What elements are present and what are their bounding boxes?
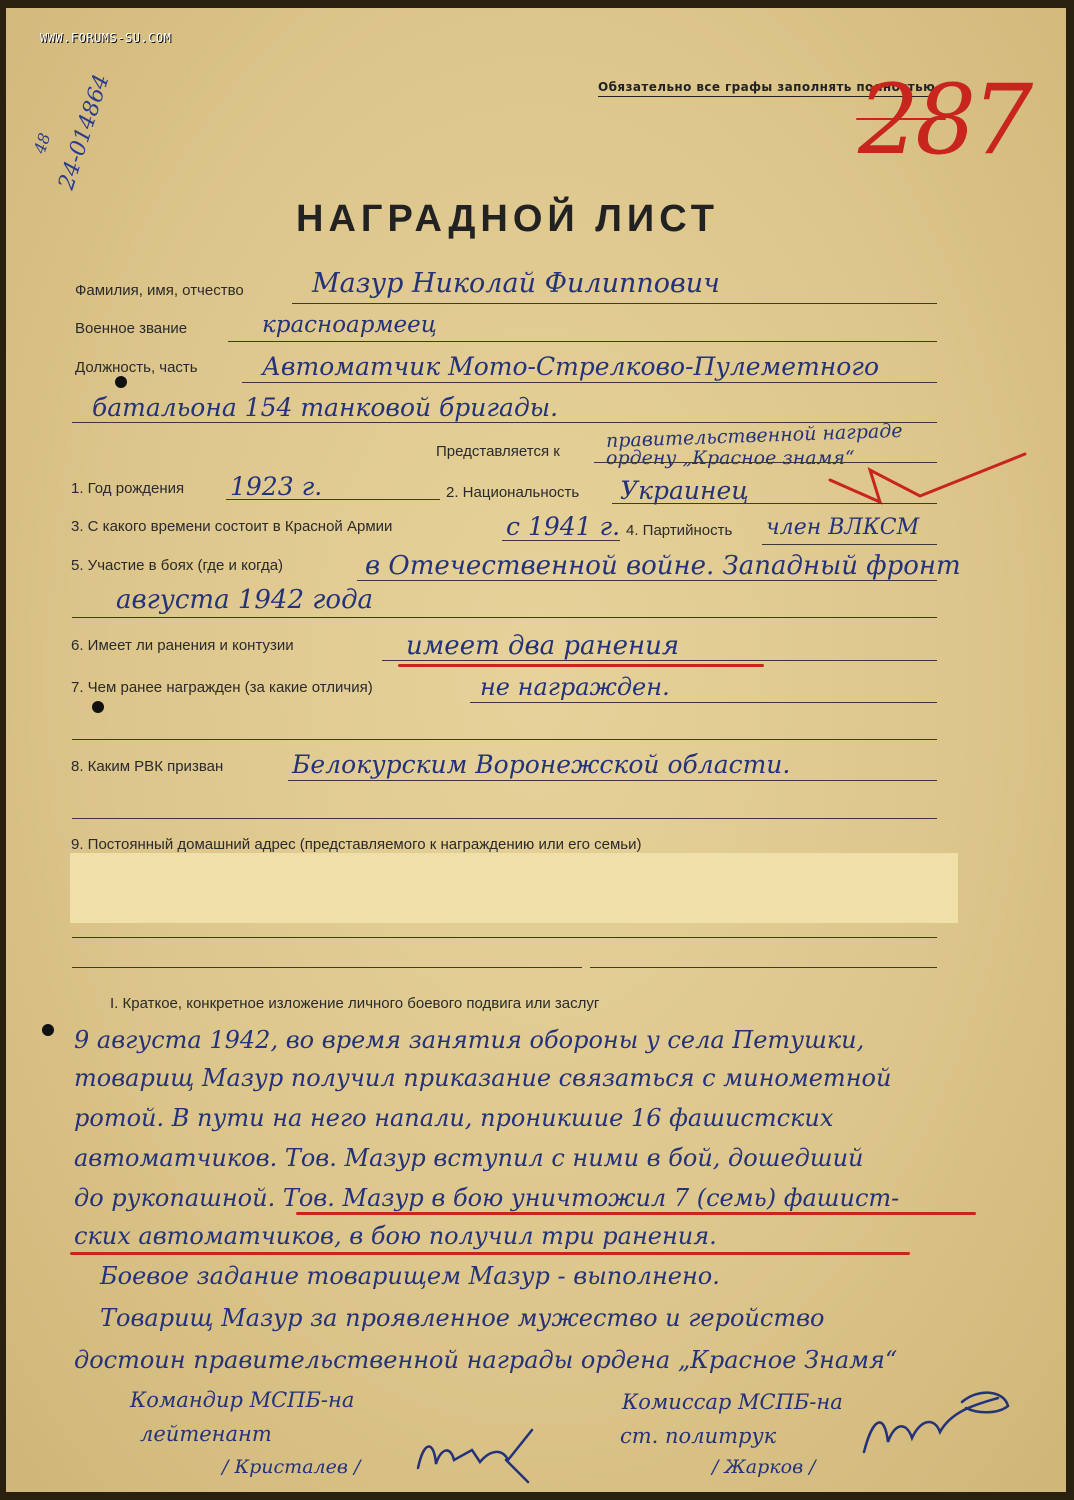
commander-name: / Кристалев / xyxy=(222,1456,361,1478)
narrative-line: ротой. В пути на него напали, проникшие 16 фашистских xyxy=(74,1104,834,1132)
archive-number: 24-014864 xyxy=(54,71,115,193)
birth-year-label: 1. Год рождения xyxy=(71,480,185,497)
battles-line-1 xyxy=(357,580,937,581)
narrative-line: товарищ Мазур получил приказание связаться с минометной xyxy=(74,1064,892,1092)
prior-awards-line-2 xyxy=(72,739,937,740)
scan-edge-top xyxy=(0,0,1074,8)
name-line xyxy=(292,303,937,304)
rank-value: красноармеец xyxy=(262,312,437,338)
fill-instruction: Обязательно все графы заполнять полностью xyxy=(598,80,935,97)
army-since-label: 3. С какого времени состоит в Красной Армии xyxy=(71,518,393,535)
commander-title: Командир МСПБ-на xyxy=(130,1388,355,1412)
birth-year-value: 1923 г. xyxy=(230,472,323,501)
commander-rank: лейтенант xyxy=(140,1422,272,1446)
narrative-line: автоматчиков. Тов. Мазур вступил с ними в бой, дошедший xyxy=(74,1144,864,1172)
battles-value-1: в Отечественной войне. Западный фронт xyxy=(365,551,961,581)
army-since-value: с 1941 г. xyxy=(506,512,621,541)
prior-awards-value: не награжден. xyxy=(480,673,670,701)
narrative-line: Товарищ Мазур за проявленное мужество и геройство xyxy=(100,1304,825,1332)
commissar-rank: ст. политрук xyxy=(620,1424,777,1448)
rvk-line-2 xyxy=(72,818,937,819)
narrative-line: до рукопашной. Тов. Мазур в бою уничтожил 7 (семь) фашист- xyxy=(74,1184,900,1212)
position-label: Должность, часть xyxy=(75,359,198,376)
punch-hole xyxy=(42,1024,54,1036)
prior-awards-line xyxy=(470,702,937,703)
birth-year-line xyxy=(226,499,440,500)
presented-value-1: правительственной награде xyxy=(605,419,903,453)
rvk-value: Белокурским Воронежской области. xyxy=(292,750,791,779)
sheet-number: 287 xyxy=(858,64,1030,176)
party-label: 4. Партийность xyxy=(626,522,733,539)
narrative-line: ских автоматчиков, в бою получил три ранения. xyxy=(74,1222,717,1250)
scan-edge-right xyxy=(1066,0,1074,1500)
address-label: 9. Постоянный домашний адрес (представляемого к награждению или его семьи) xyxy=(71,836,642,853)
position-value-1: Автоматчик Мото-Стрелково-Пулеметного xyxy=(262,352,879,381)
position-value-2: батальона 154 танковой бригады. xyxy=(92,393,559,422)
narrative-red-underline xyxy=(70,1252,910,1255)
nationality-label: 2. Национальность xyxy=(446,484,580,501)
wounds-red-underline xyxy=(398,664,764,667)
address-line-2 xyxy=(72,937,937,938)
battles-label: 5. Участие в боях (где и когда) xyxy=(71,557,284,574)
punch-hole xyxy=(92,701,104,713)
prior-awards-label: 7. Чем ранее награжден (за какие отличия) xyxy=(71,679,373,696)
position-line-1 xyxy=(242,382,937,383)
punch-hole xyxy=(115,376,127,388)
narrative-line: Боевое задание товарищем Мазур - выполнено. xyxy=(100,1262,720,1290)
document-title: НАГРАДНОЙ ЛИСТ xyxy=(296,198,719,240)
presented-value-2: ордену „Красное знамя“ xyxy=(606,447,855,469)
narrative-line: 9 августа 1942, во время занятия обороны у села Петушки, xyxy=(74,1026,865,1054)
battles-value-2: августа 1942 года xyxy=(116,585,374,615)
name-value: Мазур Николай Филиппович xyxy=(312,268,720,299)
rvk-line xyxy=(288,780,937,781)
rvk-label: 8. Каким РВК призван xyxy=(71,758,224,775)
commissar-title: Комиссар МСПБ-на xyxy=(622,1390,843,1414)
commissar-signature xyxy=(858,1380,1018,1470)
nationality-value: Украинец xyxy=(620,476,749,505)
army-since-line xyxy=(502,540,620,541)
rank-line xyxy=(228,341,937,342)
presented-label: Представляется к xyxy=(436,443,560,460)
address-line-3b xyxy=(590,967,937,968)
red-pencil-mark xyxy=(800,440,1040,520)
party-line xyxy=(762,544,937,545)
section-heading: I. Краткое, конкретное изложение личного боевого подвига или заслуг xyxy=(110,995,600,1012)
wounds-label: 6. Имеет ли ранения и контузии xyxy=(71,637,294,654)
battles-line-2 xyxy=(72,617,937,618)
name-label: Фамилия, имя, отчество xyxy=(75,282,244,299)
address-redaction xyxy=(70,853,958,923)
archive-prefix: 48 xyxy=(30,130,55,156)
scan-edge-bottom xyxy=(0,1492,1074,1500)
address-line-3a xyxy=(72,967,582,968)
watermark-text: WWW.FORUMS-SU.COM xyxy=(40,31,172,45)
narrative-line: достоин правительственной награды ордена „Красное Знамя“ xyxy=(74,1346,898,1374)
sheet-number-strike xyxy=(856,118,946,120)
rank-label: Военное звание xyxy=(75,320,188,337)
commander-signature xyxy=(410,1420,540,1490)
commissar-name: / Жарков / xyxy=(712,1456,816,1478)
narrative-red-underline xyxy=(296,1212,976,1215)
party-value: член ВЛКСМ xyxy=(766,515,920,540)
nationality-line xyxy=(612,503,937,504)
wounds-line xyxy=(382,660,937,661)
wounds-value: имеет два ранения xyxy=(406,631,680,661)
